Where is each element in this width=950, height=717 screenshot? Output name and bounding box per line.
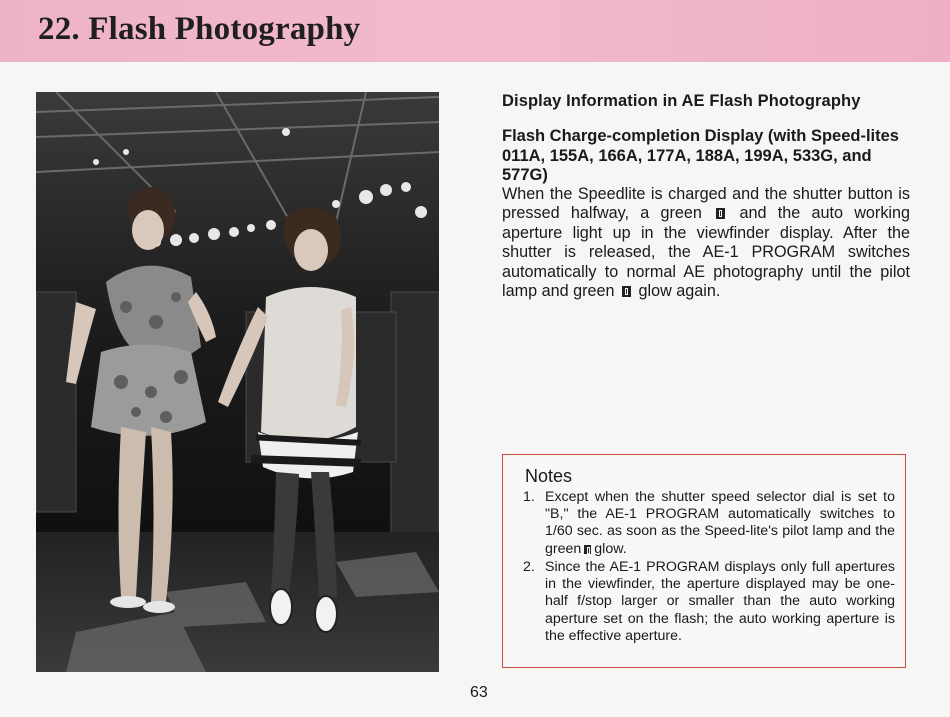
body-text-part-3: glow again. bbox=[638, 282, 721, 301]
flash-ready-icon bbox=[584, 545, 591, 554]
photo-illustration bbox=[36, 92, 439, 672]
note-text bbox=[545, 489, 895, 558]
note-number: 1. bbox=[523, 489, 535, 505]
page-header bbox=[0, 0, 950, 62]
body-text-part-1: When the Speedlite is charged and the shutter button is pressed halfway, a green bbox=[502, 185, 910, 223]
section-subtitle: Flash Charge-completion Display (with Speed-lites 011A, 155A, 166A, 177A, 188A, 199A, 533G, and 577G) bbox=[502, 127, 899, 184]
note-text-part-1: Except when the shutter speed selector dial is set to "B," the AE-1 PROGRAM automatically switches to 1/60 sec. as soon as the Speed-lite's pilot lamp and the green bbox=[545, 489, 895, 557]
flash-ready-icon bbox=[716, 208, 725, 219]
note-item-2 bbox=[523, 559, 895, 645]
page-number: 63 bbox=[470, 684, 488, 701]
note-number: 2. bbox=[523, 559, 535, 575]
flash-ready-icon bbox=[622, 286, 631, 297]
note-item-1 bbox=[523, 489, 895, 558]
note-text-part-2: glow. bbox=[594, 540, 627, 557]
page-title: 22. Flash Photography bbox=[38, 11, 361, 47]
flash-photo bbox=[36, 92, 439, 672]
section-body bbox=[502, 185, 910, 301]
body-text-part-2: and the auto working aperture light up in the viewfinder display. After the shutter is released, the AE-1 PROGRAM switches automatically to normal AE photography until the pilot lamp and green bbox=[502, 204, 911, 301]
section-title: Display Information in AE Flash Photography bbox=[502, 92, 861, 110]
notes-box bbox=[502, 454, 906, 668]
notes-title: Notes bbox=[525, 466, 573, 486]
note-text: Since the AE-1 PROGRAM displays only full apertures in the viewfinder, the aperture displayed may be one-half f/stop larger or smaller than the auto working aperture set on the flash; the auto working aperture is the effective aperture. bbox=[545, 559, 895, 644]
